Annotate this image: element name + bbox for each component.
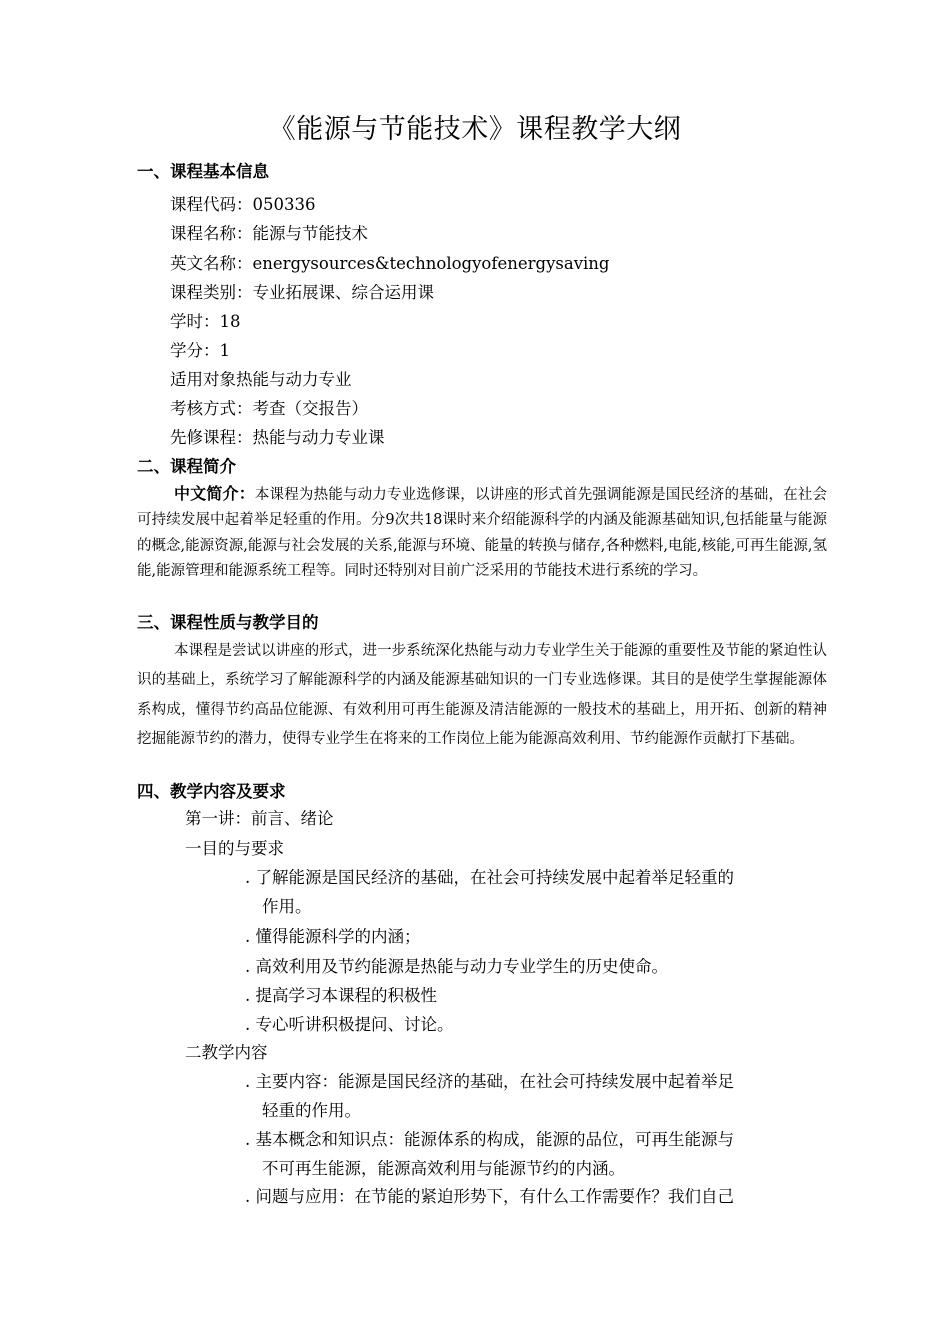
goal-item	[245, 981, 817, 1010]
info-prerequisites: 先修课程：热能与动力专业课	[170, 428, 385, 447]
info-hours: 学时：18	[170, 312, 241, 331]
goals-label: 一目的与要求	[185, 839, 284, 858]
intro-lead-label: 中文简介：	[174, 484, 255, 503]
goal-item-text: . 高效利用及节约能源是热能与动力专业学生的历史使命。	[245, 957, 668, 976]
goal-item	[245, 863, 817, 921]
info-assessment: 考核方式：考查（交报告）	[170, 399, 368, 418]
goal-item	[245, 1010, 817, 1039]
teaching-item-text: . 主要内容：能源是国民经济的基础，在社会可持续发展中起着举足	[245, 1072, 734, 1091]
teaching-item-text: . 问题与应用：在节能的紧迫形势下，有什么工作需要作？我们自己	[245, 1187, 734, 1206]
section-heading-content: 四、教学内容及要求	[137, 782, 286, 801]
info-course-name: 课程名称：能源与节能技术	[170, 224, 368, 243]
lecture-title: 第一讲：前言、绪论	[185, 809, 334, 828]
teaching-item-text: . 基本概念和知识点：能源体系的构成，能源的品位，可再生能源与	[245, 1130, 734, 1149]
section-heading-intro: 二、课程简介	[137, 457, 236, 476]
goal-item-text: . 提高学习本课程的积极性	[245, 986, 437, 1005]
section-heading-basic-info: 一、课程基本信息	[137, 162, 269, 181]
goal-item-text: . 了解能源是国民经济的基础，在社会可持续发展中起着举足轻重的	[245, 868, 734, 887]
teaching-item	[245, 1182, 817, 1211]
goal-item-text: . 懂得能源科学的内涵；	[245, 927, 421, 946]
goal-item-text: . 专心听讲积极提问、讨论。	[245, 1015, 454, 1034]
document-title: 《能源与节能技术》课程教学大纲	[268, 114, 682, 145]
info-course-code: 课程代码：050336	[170, 195, 316, 214]
teaching-item-continuation: 轻重的作用。	[262, 1101, 361, 1120]
info-english-name: 英文名称：energysources&technologyofenergysaving	[170, 254, 610, 273]
info-credits: 学分：1	[170, 341, 230, 360]
info-course-category: 课程类别：专业拓展课、综合运用课	[170, 283, 434, 302]
teaching-item-continuation: 不可再生能源，能源高效利用与能源节约的内涵。	[262, 1159, 625, 1178]
goal-item	[245, 922, 817, 951]
intro-text: 本课程为热能与动力专业选修课，以讲座的形式首先强调能源是国民经济的基础，在社会可持续发展中起着举足轻重的作用。分9次共18课时来介绍能源科学的内涵及能源基础知识,包括能量与能源的概念,能源资源,能源与社会发展的关系,能源与环境、能量的转换与储存,各种燃料,电能,核能,可再生能源,氢能,能源管理和能源系统工程等。同时还特别对目前广泛采用的节能技术进行系统的学习。	[137, 487, 827, 579]
goal-item-continuation: 作用。	[262, 897, 312, 916]
section-heading-nature: 三、课程性质与教学目的	[137, 613, 319, 632]
teaching-item	[245, 1067, 817, 1125]
teaching-content-label: 二教学内容	[185, 1043, 268, 1062]
info-target-students: 适用对象热能与动力专业	[170, 370, 352, 389]
nature-paragraph: 本课程是尝试以讲座的形式，进一步系统深化热能与动力专业学生关于能源的重要性及节能的紧迫性认识的基础上，系统学习了解能源科学的内涵及能源基础知识的一门专业选修课。其目的是使学生掌握能源体系构成，懂得节约高品位能源、有效利用可再生能源及清洁能源的一般技术的基础上，用开拓、创新的精神挖掘能源节约的潜力，使得专业学生在将来的工作岗位上能为能源高效利用、节约能源作贡献打下基础。	[137, 643, 827, 748]
goal-item	[245, 952, 817, 981]
intro-paragraph	[137, 481, 827, 584]
teaching-item	[245, 1125, 817, 1183]
